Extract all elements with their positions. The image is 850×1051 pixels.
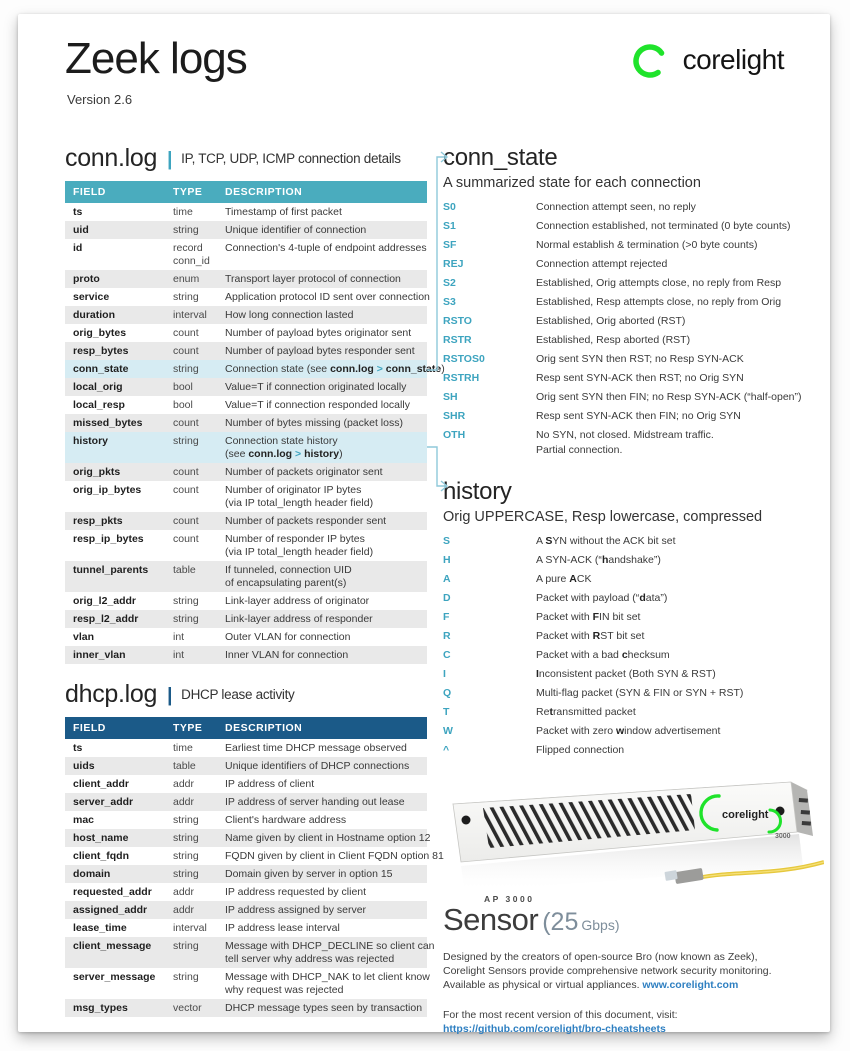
code-label: S3	[443, 296, 456, 308]
type-cell: bool	[173, 398, 193, 411]
appliance-model-label: 3000	[775, 833, 791, 840]
column-header-description: DESCRIPTION	[217, 181, 427, 203]
heading-separator: |	[167, 148, 173, 170]
description-cell: Unique identifiers of DHCP connections	[225, 759, 410, 772]
code-label: I	[443, 668, 446, 680]
type-cell: table	[173, 563, 196, 576]
sensor-speed-value: (25	[542, 908, 579, 936]
conn-state-heading: conn_state	[443, 144, 558, 171]
description-cell: Link-layer address of responder	[225, 612, 373, 625]
code-list-item	[443, 236, 820, 255]
code-description: Connection attempt rejected	[536, 258, 668, 270]
description-cell: Outer VLAN for connection	[225, 630, 351, 643]
field-cell: inner_vlan	[73, 648, 126, 661]
description-cell: Client's hardware address	[225, 813, 347, 826]
appliance-brand-label: corelight	[722, 809, 769, 821]
table-row	[65, 512, 427, 530]
code-label: H	[443, 554, 451, 566]
about-paragraph	[443, 950, 820, 992]
conn-log-table	[65, 181, 445, 664]
table-row	[65, 757, 427, 775]
description-cell: Name given by client in Hostname option 12	[225, 831, 431, 844]
table-row	[65, 270, 427, 288]
left-column	[65, 144, 445, 1017]
description-cell: Connection state history (see conn.log > history)	[225, 434, 343, 460]
table-row	[65, 324, 427, 342]
type-cell: count	[173, 344, 199, 357]
field-cell: requested_addr	[73, 885, 152, 898]
description-cell: IP address requested by client	[225, 885, 367, 898]
table-row	[65, 847, 427, 865]
type-cell: time	[173, 741, 193, 754]
column-header-field: FIELD	[65, 181, 165, 203]
description-cell: Unique identifier of connection	[225, 223, 367, 236]
history-heading: history	[443, 478, 512, 505]
description-cell: Inner VLAN for connection	[225, 648, 349, 661]
code-label: S1	[443, 220, 456, 232]
conn-log-table-body	[65, 203, 445, 664]
field-cell: orig_bytes	[73, 326, 127, 339]
type-cell: string	[173, 612, 199, 625]
type-cell: int	[173, 648, 185, 661]
code-list-item	[443, 369, 820, 388]
field-cell: client_addr	[73, 777, 130, 790]
version-label: Version 2.6	[67, 92, 133, 107]
type-cell: count	[173, 465, 199, 478]
sensor-title-block	[443, 894, 820, 940]
field-cell: assigned_addr	[73, 903, 148, 916]
table-row	[65, 463, 427, 481]
code-label: A	[443, 573, 451, 585]
code-list-item	[443, 426, 820, 460]
field-cell: tunnel_parents	[73, 563, 149, 576]
table-row	[65, 432, 427, 463]
field-cell: orig_pkts	[73, 465, 121, 478]
field-cell: uids	[73, 759, 95, 772]
field-cell: client_fqdn	[73, 849, 130, 862]
table-row	[65, 396, 427, 414]
code-description: No SYN, not closed. Midstream traffic. Partial connection.	[536, 429, 714, 456]
sensor-speed-unit: Gbps)	[581, 917, 620, 933]
code-label: RSTOS0	[443, 353, 485, 365]
field-cell: proto	[73, 272, 100, 285]
code-description: Packet with a bad checksum	[536, 649, 670, 661]
field-cell: local_orig	[73, 380, 123, 393]
description-cell: Connection state (see conn.log > conn_state)	[225, 362, 445, 375]
right-column	[443, 144, 820, 1036]
history-subtitle: Orig UPPERCASE, Resp lowercase, compressed	[443, 509, 763, 525]
description-cell: Message with DHCP_NAK to let client know why request was rejected	[225, 970, 430, 996]
type-cell: count	[173, 326, 199, 339]
code-label: D	[443, 592, 451, 604]
table-row	[65, 306, 427, 324]
type-cell: count	[173, 532, 199, 545]
field-cell: host_name	[73, 831, 129, 844]
sensor-name: Sensor	[443, 902, 539, 937]
type-cell: vector	[173, 1001, 202, 1014]
code-description: Retransmitted packet	[536, 706, 636, 718]
field-cell: resp_pkts	[73, 514, 123, 527]
code-description: Packet with RST bit set	[536, 630, 645, 642]
code-list-item	[443, 312, 820, 331]
code-description: Packet with FIN bit set	[536, 611, 641, 623]
history-list	[443, 532, 820, 760]
type-cell: string	[173, 223, 199, 236]
corelight-logo	[630, 40, 784, 80]
field-cell: history	[73, 434, 109, 447]
table-row	[65, 919, 427, 937]
field-cell: ts	[73, 741, 83, 754]
corelight-arc-icon	[630, 40, 670, 80]
table-row	[65, 937, 427, 968]
code-description: Flipped connection	[536, 744, 625, 756]
code-description: Orig sent SYN then RST; no Resp SYN-ACK	[536, 353, 744, 365]
code-description: Established, Resp aborted (RST)	[536, 334, 691, 346]
code-label: S	[443, 535, 451, 547]
code-list-item	[443, 532, 820, 551]
table-row	[65, 646, 427, 664]
dhcp-log-table	[65, 717, 444, 1017]
table-row	[65, 793, 427, 811]
type-cell: string	[173, 362, 199, 375]
field-cell: server_addr	[73, 795, 134, 808]
table-row	[65, 239, 427, 270]
table-row	[65, 901, 427, 919]
column-header-description: DESCRIPTION	[217, 717, 427, 739]
code-description: Resp sent SYN-ACK then FIN; no Orig SYN	[536, 410, 741, 422]
type-cell: addr	[173, 885, 195, 898]
description-cell: Value=T if connection originated locally	[225, 380, 407, 393]
field-cell: resp_ip_bytes	[73, 532, 144, 545]
type-cell: table	[173, 759, 196, 772]
description-cell: Value=T if connection responded locally	[225, 398, 410, 411]
type-cell: string	[173, 813, 199, 826]
field-cell: lease_time	[73, 921, 127, 934]
conn-log-table-header	[65, 181, 427, 203]
field-cell: client_message	[73, 939, 152, 952]
table-row	[65, 865, 427, 883]
code-label: F	[443, 611, 450, 623]
code-label: RSTRH	[443, 372, 480, 384]
code-list-item	[443, 274, 820, 293]
type-cell: string	[173, 290, 199, 303]
type-cell: string	[173, 867, 199, 880]
type-cell: addr	[173, 903, 195, 916]
description-cell: IP address assigned by server	[225, 903, 367, 916]
code-description: Normal establish & termination (>0 byte counts)	[536, 239, 758, 251]
code-description: A SYN without the ACK bit set	[536, 535, 676, 547]
table-row	[65, 999, 427, 1017]
field-cell: resp_bytes	[73, 344, 129, 357]
field-cell: local_resp	[73, 398, 125, 411]
field-cell: resp_l2_addr	[73, 612, 139, 625]
table-row	[65, 414, 427, 432]
description-cell: How long connection lasted	[225, 308, 354, 321]
column-header-type: TYPE	[165, 181, 217, 203]
code-label: S2	[443, 277, 456, 289]
type-cell: string	[173, 939, 199, 952]
field-cell: vlan	[73, 630, 95, 643]
code-label: C	[443, 649, 451, 661]
dhcp-log-section	[65, 680, 444, 1017]
description-cell: Message with DHCP_DECLINE so client can tell server why address was rejected	[225, 939, 435, 965]
sensor-series-label: AP 3000	[484, 894, 535, 904]
code-list-item	[443, 703, 820, 722]
corelight-website-link[interactable]: www.corelight.com	[642, 979, 739, 991]
code-label: Q	[443, 687, 452, 699]
code-list-item	[443, 217, 820, 236]
field-cell: domain	[73, 867, 111, 880]
code-label: R	[443, 630, 451, 642]
conn-log-subtitle: IP, TCP, UDP, ICMP connection details	[181, 151, 401, 166]
heading-separator: |	[167, 684, 173, 706]
code-description: Resp sent SYN-ACK then RST; no Orig SYN	[536, 372, 744, 384]
code-list-item	[443, 255, 820, 274]
table-row	[65, 342, 427, 360]
code-description: A pure ACK	[536, 573, 592, 585]
history-section	[443, 478, 820, 760]
description-cell: IP address lease interval	[225, 921, 340, 934]
type-cell: int	[173, 630, 185, 643]
page-title: Zeek logs	[65, 34, 247, 83]
code-list-item	[443, 198, 820, 217]
dhcp-log-subtitle: DHCP lease activity	[181, 687, 295, 702]
description-cell: Number of packets responder sent	[225, 514, 387, 527]
code-list-item	[443, 570, 820, 589]
field-cell: orig_l2_addr	[73, 594, 137, 607]
code-description: Multi-flag packet (SYN & FIN or SYN + RST)	[536, 687, 744, 699]
conn-state-list	[443, 198, 820, 460]
visit-paragraph	[443, 1008, 820, 1036]
dhcp-log-heading	[65, 680, 427, 709]
page	[18, 14, 830, 1035]
table-row	[65, 288, 427, 306]
code-list-item	[443, 589, 820, 608]
description-cell: Number of packets originator sent	[225, 465, 383, 478]
visit-text: For the most recent version of this document, visit:	[443, 1009, 678, 1021]
table-row	[65, 883, 427, 901]
code-description: Connection attempt seen, no reply	[536, 201, 696, 213]
type-cell: string	[173, 434, 199, 447]
field-cell: service	[73, 290, 110, 303]
appliance-illustration	[439, 770, 824, 892]
code-list-item	[443, 551, 820, 570]
code-description: Packet with payload (“data”)	[536, 592, 668, 604]
field-cell: uid	[73, 223, 89, 236]
field-cell: ts	[73, 205, 83, 218]
code-list-item	[443, 350, 820, 369]
description-cell: Connection's 4-tuple of endpoint addresses	[225, 241, 427, 254]
type-cell: bool	[173, 380, 193, 393]
table-row	[65, 968, 427, 999]
code-description: Packet with zero window advertisement	[536, 725, 721, 737]
code-description: Inconsistent packet (Both SYN & RST)	[536, 668, 716, 680]
code-label: T	[443, 706, 450, 718]
code-list-item	[443, 646, 820, 665]
code-list-item	[443, 407, 820, 426]
table-row	[65, 739, 427, 757]
code-label: ^	[443, 744, 450, 756]
type-cell: time	[173, 205, 193, 218]
code-label: RSTR	[443, 334, 472, 346]
type-cell: string	[173, 849, 199, 862]
description-cell: IP address of client	[225, 777, 315, 790]
description-cell: Domain given by server in option 15	[225, 867, 393, 880]
code-description: Established, Orig aborted (RST)	[536, 315, 686, 327]
code-list-item	[443, 741, 820, 760]
sensor-appliance-image	[439, 770, 820, 892]
code-label: SHR	[443, 410, 466, 422]
description-cell: IP address of server handing out lease	[225, 795, 405, 808]
description-cell: FQDN given by client in Client FQDN option 81	[225, 849, 444, 862]
description-cell: Link-layer address of originator	[225, 594, 370, 607]
type-cell: count	[173, 416, 199, 429]
code-description: Connection established, not terminated (0 byte counts)	[536, 220, 791, 232]
code-label: OTH	[443, 429, 466, 441]
field-cell: duration	[73, 308, 115, 321]
type-cell: addr	[173, 777, 195, 790]
column-header-field: FIELD	[65, 717, 165, 739]
conn-log-heading	[65, 144, 427, 173]
table-row	[65, 610, 427, 628]
table-row	[65, 360, 427, 378]
code-list-item	[443, 627, 820, 646]
type-cell: interval	[173, 921, 207, 934]
code-list-item	[443, 608, 820, 627]
type-cell: string	[173, 831, 199, 844]
column-header-type: TYPE	[165, 717, 217, 739]
code-description: A SYN-ACK (“handshake”)	[536, 554, 661, 566]
type-cell: count	[173, 483, 199, 496]
code-label: RSTO	[443, 315, 472, 327]
type-cell: interval	[173, 308, 207, 321]
code-list-item	[443, 665, 820, 684]
corelight-logo-text: corelight	[682, 44, 784, 75]
description-cell: Earliest time DHCP message observed	[225, 741, 407, 754]
table-row	[65, 561, 427, 592]
code-label: SH	[443, 391, 458, 403]
code-list-item	[443, 388, 820, 407]
table-row	[65, 481, 427, 512]
field-cell: server_message	[73, 970, 156, 983]
code-label: REJ	[443, 258, 464, 270]
dhcp-log-table-body	[65, 739, 444, 1017]
code-label: SF	[443, 239, 457, 251]
description-cell: DHCP message types seen by transaction	[225, 1001, 423, 1014]
field-cell: conn_state	[73, 362, 129, 375]
code-list-item	[443, 293, 820, 312]
table-row	[65, 775, 427, 793]
github-cheatsheets-link[interactable]: https://github.com/corelight/bro-cheatsheets	[443, 1023, 666, 1035]
table-row	[65, 530, 427, 561]
conn-state-section	[443, 144, 820, 460]
description-cell: Number of responder IP bytes (via IP total_length header field)	[225, 532, 374, 558]
description-cell: Application protocol ID sent over connection	[225, 290, 430, 303]
table-row	[65, 811, 427, 829]
type-cell: string	[173, 594, 199, 607]
type-cell: count	[173, 514, 199, 527]
field-cell: missed_bytes	[73, 416, 143, 429]
description-cell: If tunneled, connection UID of encapsulating parent(s)	[225, 563, 352, 589]
description-cell: Timestamp of first packet	[225, 205, 342, 218]
field-cell: orig_ip_bytes	[73, 483, 142, 496]
code-description: Established, Resp attempts close, no reply from Orig	[536, 296, 782, 308]
type-cell: addr	[173, 795, 195, 808]
conn-log-name: conn.log	[65, 144, 158, 172]
code-label: S0	[443, 201, 456, 213]
field-cell: id	[73, 241, 83, 254]
description-cell: Number of payload bytes originator sent	[225, 326, 412, 339]
field-cell: mac	[73, 813, 95, 826]
dhcp-log-name: dhcp.log	[65, 680, 158, 708]
table-row	[65, 628, 427, 646]
code-list-item	[443, 331, 820, 350]
dhcp-log-table-header	[65, 717, 427, 739]
table-row	[65, 203, 427, 221]
about-text: Designed by the creators of open-source Bro (now known as Zeek), Corelight Sensors provide comprehensive network security monitoring. Available as physical or virtual appliances.	[443, 951, 772, 991]
code-list-item	[443, 722, 820, 741]
type-cell: record conn_id	[173, 241, 210, 267]
code-description: Orig sent SYN then FIN; no Resp SYN-ACK (“half-open”)	[536, 391, 802, 403]
code-label: W	[443, 725, 453, 737]
type-cell: string	[173, 970, 199, 983]
field-cell: msg_types	[73, 1001, 128, 1014]
description-cell: Number of originator IP bytes (via IP total_length header field)	[225, 483, 374, 509]
type-cell: enum	[173, 272, 200, 285]
table-row	[65, 378, 427, 396]
description-cell: Number of payload bytes responder sent	[225, 344, 415, 357]
code-list-item	[443, 684, 820, 703]
description-cell: Transport layer protocol of connection	[225, 272, 401, 285]
description-cell: Number of bytes missing (packet loss)	[225, 416, 403, 429]
conn-state-subtitle: A summarized state for each connection	[443, 175, 701, 191]
table-row	[65, 592, 427, 610]
table-row	[65, 829, 427, 847]
code-description: Established, Orig attempts close, no reply from Resp	[536, 277, 782, 289]
table-row	[65, 221, 427, 239]
